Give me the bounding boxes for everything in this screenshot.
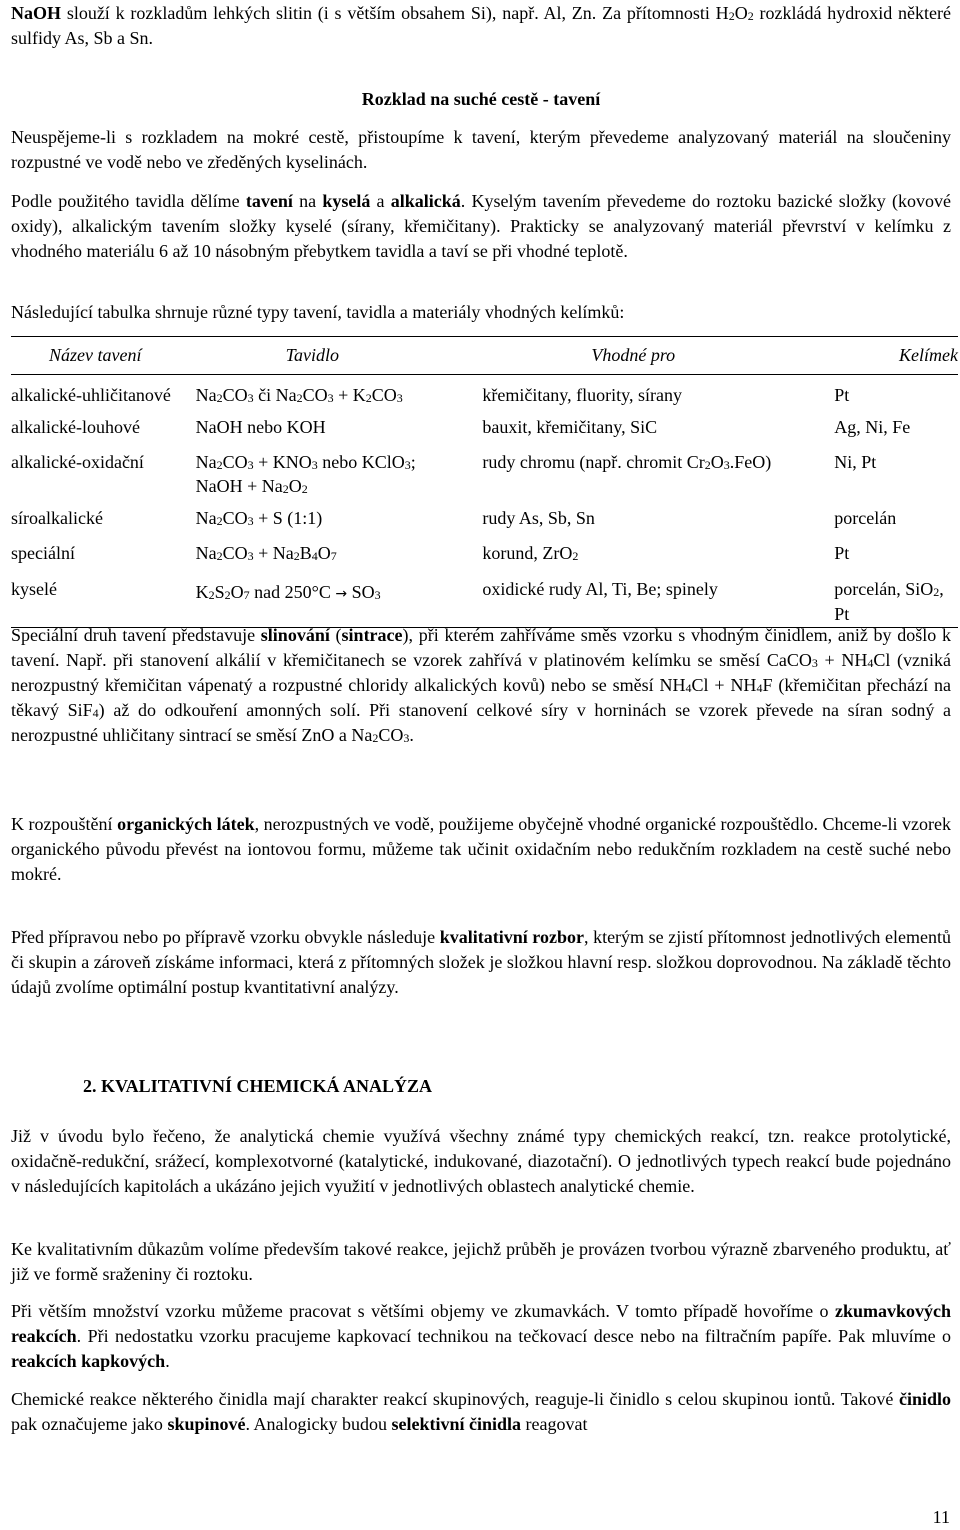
chapter-paragraph-3: Při větším množství vzorku můžeme pracovat s většími objemy ve zkumavkách. V tomto případě hovoříme o zkumavkových reakcích. Při nedostatku vzorku pracujeme kapkovací technikou na tečkovací desce nebo na filtračním papíře. Pak mluvíme o reakcích kapkových.: [11, 1301, 951, 1371]
qual-bold: kvalitativní rozbor: [439, 927, 584, 947]
sinter-text-3: Cl (vzniká nerozpustný křemičitan vápenatý a rozpustné chloridy alkalických kovů) nebo se směsí NH: [11, 650, 951, 695]
header-crucible: Kelímek: [899, 345, 958, 365]
dry-paragraph-3: Následující tabulka shrnuje různé typy tavení, tavidla a materiály vhodných kelímků:: [11, 302, 625, 322]
section-heading-text: Rozklad na suché cestě - tavení: [361, 89, 601, 109]
ch-p4-bold-2: skupinové: [167, 1414, 246, 1434]
cell-use: rudy chromu (např. chromit $Cr_2O_3.FeO$): [482, 452, 772, 472]
dry-paragraph-1: Neuspějeme-li s rozkladem na mokré cestě, přistoupíme k tavení, kterým převedeme analyzovaný materiál na sloučeniny rozpustné ve vodě nebo ve zředěných kyselinách.: [11, 127, 951, 172]
arrow-icon: →: [335, 586, 348, 602]
cell-use-text: korund, ZrO: [482, 543, 573, 563]
ch-p4-text-3: . Analogicky budou: [245, 1414, 392, 1434]
qual-text-2: , kterým se zjistí přítomnost jednotlivých elementů či skupin a zároveň získáme informaci, která z přítomných složek je složkou hlavní resp. složkou doprovodnou. Na základě těchto údajů zvolíme optimální postup kvantitativní analýzy.: [11, 927, 952, 997]
cell-flux: $Na_2CO_3 + S$ (1:1): [195, 508, 323, 528]
naoh-bold: NaOH: [11, 3, 62, 23]
sinter-bold: slinování: [260, 625, 330, 645]
header-use: Vhodné pro: [591, 345, 676, 365]
cell-use: bauxit, křemičitany, SiC: [482, 417, 658, 437]
intro-text-o: O: [734, 3, 748, 23]
ch-p4-text-2: pak označujeme jako: [11, 1414, 168, 1434]
chapter-heading-text: 2. KVALITATIVNÍ CHEMICKÁ ANALÝZA: [83, 1076, 433, 1096]
cell-flux: $Na_2CO_3 + Na_2B_4O_7$: [195, 543, 337, 563]
organic-text: K rozpouštění: [11, 814, 118, 834]
cell-name: alkalické-louhové: [11, 417, 140, 437]
cell-crucible: porcelán, SiO$_2$, Pt: [834, 579, 944, 624]
table-row: [11, 445, 958, 503]
cell-use: oxidické rudy Al, Ti, Be; spinely: [482, 579, 718, 599]
fusion-table: [11, 336, 958, 628]
p2-text-rest: . Kyselým tavením převedeme do roztoku bazické složky (kovové oxidy), alkalickým tavením složky kyselé (sírany, křemičitany). Prakticky se analyzovaný materiál převrství v kelímku z vhodného materiálu 6 až 10 násobným přebytkem tavidla a taví se při vhodné teplotě.: [11, 191, 951, 261]
qualitative-paragraph: [11, 925, 951, 1000]
cell-flux: $Na_2CO_3 + KNO_3$ nebo KClO$_3$; NaOH + $Na_2O_2$: [195, 452, 416, 496]
ch-p3-text: Při větším množství vzorku můžeme pracovat s většími objemy ve zkumavkách. V tomto případě hovoříme o: [11, 1301, 835, 1321]
table-row: [11, 540, 958, 576]
cell-flux: $Na_2CO_3$ či $Na_2CO_3 + K_2CO_3$: [195, 385, 403, 405]
table-row: [11, 410, 958, 445]
cell-name: kyselé: [11, 579, 57, 599]
qual-text: Před přípravou nebo po přípravě vzorku obvykle následuje: [11, 927, 440, 947]
p2-text-na: na: [292, 191, 323, 211]
sinter-text-5: ) až do odkouření amonných solí. Při stanovení celkové síry v horninách se vzorek převede na síran sodný a nerozpustné uhličitany sintrací se směsí ZnO a Na: [11, 700, 951, 745]
cell-crucible-text: porcelán, SiO: [834, 579, 934, 599]
intro-paragraph: NaOH slouží k rozkladům lehkých slitin (i s větším obsahem Si), např. Al, Zn. Za přítomnosti $H_2O_2$ rozkládá hydroxid některé sulfidy As, Sb a Sn.: [11, 3, 951, 48]
cell-name: síroalkalické: [11, 508, 103, 528]
ch-p3-text-2: . Při nedostatku vzorku pracujeme kapkovací technikou na tečkovací desce nebo na filtračním papíře. Pak mluvíme o: [76, 1326, 951, 1346]
p2-bold-kysela: kyselá: [322, 191, 371, 211]
intro-text-end: rozkládá hydroxid některé sulfidy As, Sb a Sn.: [11, 3, 951, 48]
p2-text: Podle použitého tavidla dělíme: [11, 191, 246, 211]
cell-crucible: Pt: [834, 543, 850, 563]
dry-paragraph-2: [11, 189, 951, 264]
cell-use: křemičitany, fluority, sírany: [482, 385, 682, 405]
cell-use: rudy As, Sb, Sn: [482, 508, 595, 528]
ch-p3-bold: zkumavkových reakcích: [11, 1301, 951, 1346]
intro-text: slouží k rozkladům lehkých slitin (i s větším obsahem Si), např. Al, Zn. Za přítomnosti H: [61, 3, 729, 23]
cell-crucible: Pt: [834, 385, 850, 405]
chapter-heading: [83, 1074, 960, 1099]
chapter-paragraph-1: Již v úvodu bylo řečeno, že analytická chemie využívá všechny známé typy chemických reakcí, tzn. reakce protolytické, oxidačně-redukční, srážecí, komplexotvorné (katalytické, indukované, diazotační). O jednotlivých typech reakcí bude pojednáno v následujících kapitolách a ukázáno jejich využití v jednotlivých oblastech analytické chemie.: [11, 1126, 951, 1196]
ch-p4-text: Chemické reakce některého činidla mají charakter reakcí skupinových, reaguje-li činidlo s celou skupinou iontů. Takové: [11, 1389, 899, 1409]
cell-flux: $K_2S_2O_7$ nad $250^\circ C \to SO_3$: [195, 582, 381, 602]
cell-crucible: porcelán: [834, 508, 897, 528]
sinter-text: Speciální druh tavení představuje: [11, 625, 261, 645]
section-heading: [11, 87, 951, 112]
p2-text-a: a: [370, 191, 391, 211]
cell-flux: NaOH nebo KOH: [195, 417, 326, 437]
ch-p4-text-4: reagovat: [521, 1414, 588, 1434]
table-header-row: [11, 337, 958, 375]
cell-crucible: Ni, Pt: [834, 452, 877, 472]
p2-bold-alkalicka: alkalická: [390, 191, 461, 211]
chapter-paragraph-4: [11, 1387, 951, 1437]
table-row: [11, 375, 958, 411]
organic-paragraph: [11, 812, 951, 887]
cell-use-text: rudy chromu (např. chromit Cr: [482, 452, 705, 472]
sinter-bold-2: sintrace: [341, 625, 403, 645]
table-row: [11, 576, 958, 628]
organic-bold: organických látek: [117, 814, 255, 834]
sinter-text-2: ), při kterém zahříváme směs vzorku s vhodným činidlem, aniž by došlo k tavení. Např. při stanovení alkálií v křemičitanech se vzorek zahřívá v platinovém kelímku se směsí CaCO: [11, 625, 951, 670]
header-flux: Tavidlo: [285, 345, 339, 365]
ch-p4-bold: činidlo: [898, 1389, 951, 1409]
sinter-text-4: F (křemičitan přechází na těkavý SiF: [11, 675, 951, 720]
organic-text-2: , nerozpustných ve vodě, použijeme obyčejně vhodné organické rozpouštědlo. Chceme-li vzorek organického původu převést na iontovou formu, můžeme tak učinit oxidačním nebo redukčním rozkladem na cestě suché nebo mokré.: [11, 814, 952, 884]
page-number: 11: [932, 1507, 950, 1527]
p2-bold-taveni: tavení: [245, 191, 293, 211]
cell-name: alkalické-oxidační: [11, 452, 144, 472]
header-name: Název tavení: [49, 345, 142, 365]
ch-p3-bold-2: reakcích kapkových: [11, 1351, 166, 1371]
cell-name: speciální: [11, 543, 75, 563]
ch-p4-bold-3: selektivní činidla: [391, 1414, 521, 1434]
table-row: [11, 503, 958, 540]
cell-crucible: Ag, Ni, Fe: [834, 417, 911, 437]
cell-name: alkalické-uhličitanové: [11, 385, 171, 405]
chapter-paragraph-2: Ke kvalitativním důkazům volíme především takové reakce, jejichž průběh je provázen tvorbou výrazně zbarveného produktu, ať již ve formě sraženiny či roztoku.: [11, 1239, 951, 1284]
cell-use: korund, ZrO$_2$: [482, 543, 579, 563]
sinter-paragraph: Speciální druh tavení představuje slinování (sintrace), při kterém zahříváme směs vzorku s vhodným činidlem, aniž by došlo k tavení. Např. při stanovení alkálií v křemičitanech se vzorek zahřívá v platinovém kelímku se směsí CaCO$_3$ + $NH_4Cl$ (vzniká nerozpustný křemičitan vápenatý a rozpustné chloridy alkalických kovů) nebo se směsí $NH_4Cl + NH_4F$ (křemičitan přechází na těkavý SiF$_4$) až do odkouření amonných solí. Při stanovení celkové síry v horninách se vzorek převede na síran sodný a nerozpustné uhličitany sintrací se směsí ZnO a $Na_2CO_3$.: [11, 625, 951, 745]
